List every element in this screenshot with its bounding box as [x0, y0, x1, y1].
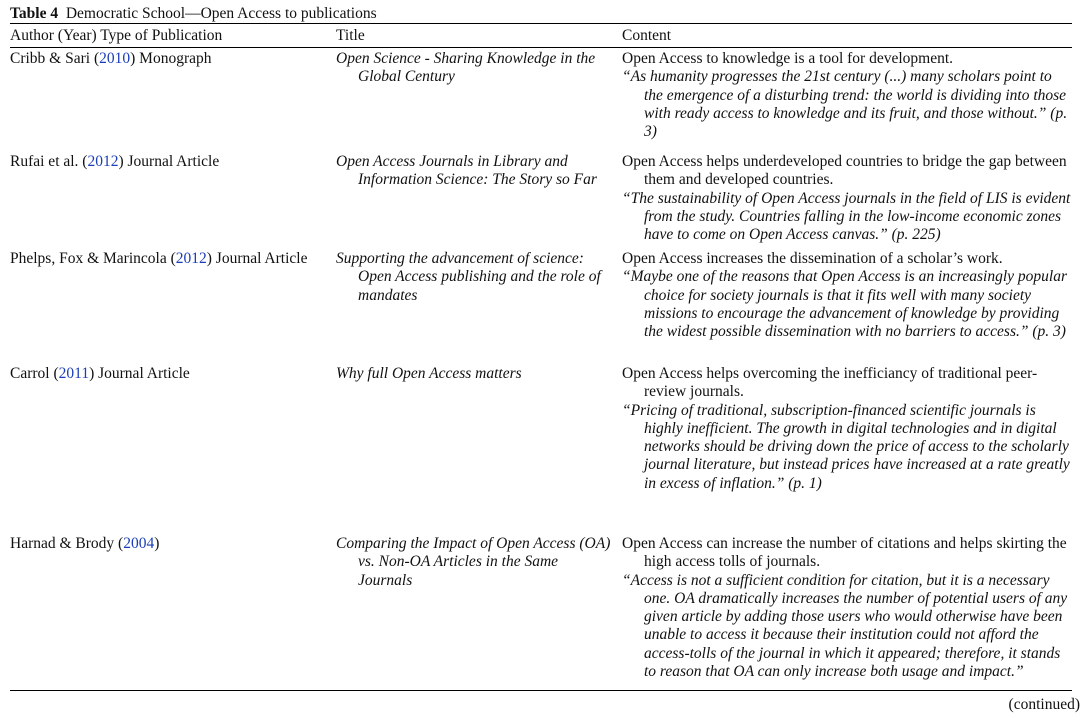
- year-link[interactable]: 2012: [175, 250, 207, 267]
- content-cell: [622, 248, 1072, 363]
- year-link[interactable]: 2010: [99, 50, 131, 67]
- author-cell: [10, 533, 336, 691]
- author-name: Carrol (: [10, 365, 59, 382]
- content-cell: [622, 151, 1072, 248]
- publication-type: ): [154, 535, 160, 552]
- publication-type: ) Journal Article: [206, 250, 308, 267]
- title-cell: [336, 363, 622, 533]
- publication-type: ) Monograph: [130, 50, 212, 67]
- continued-note: (continued): [1008, 696, 1080, 713]
- content-quote: “As humanity progresses the 21st century (...) many scholars point to the emergence of a disturbing trend: the world is dividing into those with ready access to knowledge and its fruit, and those without.” (p. 3): [622, 68, 1068, 141]
- content-cell: [622, 533, 1072, 691]
- content-quote: “Pricing of traditional, subscription-financed scientific journals is highly inefficient. The growth in digital technologies and in digital networks should be driving down the price of access to the scholarly journal literature, but instead prices have increased at a rate greatly in excess of inflation.” (p. 1): [622, 401, 1070, 492]
- header-author: Author (Year) Type of Publication: [10, 27, 223, 44]
- year-link[interactable]: 2012: [87, 153, 119, 170]
- content-summary: Open Access helps overcoming the inefficiancy of traditional peer-review journals.: [622, 365, 1038, 401]
- table-caption: [10, 0, 1080, 23]
- content-quote: “Maybe one of the reasons that Open Access is an increasingly popular choice for society journals is that it fits well with many society missions to encourage the advancement of knowledge by providing the widest possible dissemination with no barriers to access.” (p. 3): [622, 268, 1067, 341]
- page: [10, 0, 1080, 714]
- year-link[interactable]: 2011: [58, 365, 90, 382]
- content-summary: Open Access to knowledge is a tool for development.: [622, 50, 954, 67]
- content-summary: Open Access can increase the number of citations and helps skirting the high access tolls of journals.: [622, 535, 1067, 571]
- author-cell: [10, 151, 336, 248]
- publication-title: Comparing the Impact of Open Access (OA) vs. Non-OA Articles in the Same Journals: [336, 535, 611, 589]
- table-row: [10, 363, 1072, 533]
- table-caption-text: Democratic School—Open Access to publications: [65, 5, 377, 22]
- author-cell: [10, 248, 336, 363]
- publication-type: ) Journal Article: [89, 365, 190, 382]
- publication-title: Why full Open Access matters: [336, 365, 522, 382]
- publication-title: Supporting the advancement of science: Open Access publishing and the role of mandates: [336, 250, 601, 304]
- title-cell: [336, 533, 622, 691]
- author-name: Harnad & Brody (: [10, 535, 124, 552]
- content-summary: Open Access increases the dissemination of a scholar’s work.: [622, 250, 1003, 267]
- title-cell: [336, 48, 622, 152]
- table-row: [10, 248, 1072, 363]
- publication-title: Open Science - Sharing Knowledge in the Global Century: [336, 50, 596, 86]
- header-title: Title: [336, 27, 365, 44]
- year-link[interactable]: 2004: [123, 535, 155, 552]
- publication-title: Open Access Journals in Library and Information Science: The Story so Far: [336, 153, 597, 189]
- author-name: Cribb & Sari (: [10, 50, 100, 67]
- content-quote: “The sustainability of Open Access journals in the field of LIS is evident from the study. Countries falling in the low-income economic zones have to come on Open Access canvas.” (p. 225): [622, 189, 1071, 244]
- table-caption-label: Table 4: [10, 5, 59, 22]
- publications-table: [10, 23, 1072, 691]
- content-cell: [622, 48, 1072, 152]
- title-cell: [336, 248, 622, 363]
- author-name: Rufai et al. (: [10, 153, 88, 170]
- table-row: [10, 533, 1072, 691]
- author-cell: [10, 363, 336, 533]
- header-content: Content: [622, 27, 672, 44]
- title-cell: [336, 151, 622, 248]
- author-cell: [10, 48, 336, 152]
- author-name: Phelps, Fox & Marincola (: [10, 250, 176, 267]
- table-row: [10, 151, 1072, 248]
- content-summary: Open Access helps underdeveloped countries to bridge the gap between them and developed countries.: [622, 153, 1067, 189]
- table-row: [10, 48, 1072, 152]
- content-cell: [622, 363, 1072, 533]
- publication-type: ) Journal Article: [118, 153, 220, 170]
- content-quote: “Access is not a sufficient condition for citation, but it is a necessary one. OA dramatically increases the number of potential users of any given article by adding those users who would otherwise have been unable to access it because their institution could not afford the access-tolls of the journal in which it appeared; therefore, it stands to reason that OA can only increase both usage and impact.”: [622, 571, 1068, 681]
- table-header-row: [10, 24, 1072, 48]
